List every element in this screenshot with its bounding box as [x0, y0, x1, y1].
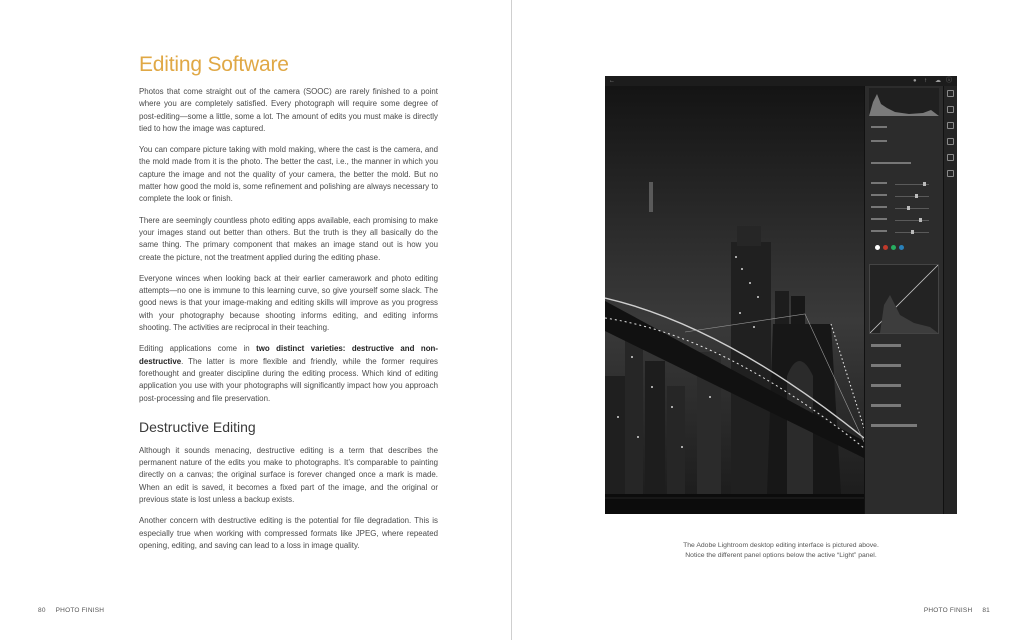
paragraph: Although it sounds menacing, destructive editing is a term that describes the permanent nature of the edits you make to photographs. It’s comparable to painting directly on a canvas; the original surface is forever changed once a mark is made. When an edit is saved, it becomes a fixed part of the image, and the original or previous state is lost unless a backup exists.: [139, 445, 438, 505]
chapter-title: Editing Software: [139, 53, 289, 76]
paragraph: Photos that come straight out of the camera (SOOC) are rarely finished to a point where you are completely satisfied. Every photograph will require some degree of post-editing—some a little, some a lot. The amount of edits you must make is directly tied to how the image was captured.: [139, 87, 438, 133]
slider-knob[interactable]: [915, 194, 918, 198]
slider-label: [871, 194, 887, 196]
histogram-graph: [869, 88, 939, 116]
slider-knob[interactable]: [907, 206, 910, 210]
row-label: [871, 126, 887, 128]
slider-knob[interactable]: [911, 230, 914, 234]
info-icon: ⓘ: [946, 78, 953, 84]
slider-knob[interactable]: [923, 182, 926, 186]
left-text-column: [139, 52, 438, 561]
people-icon: ●: [913, 78, 917, 84]
panel-section-collapsed[interactable]: [871, 384, 901, 387]
tool-strip: [943, 86, 957, 514]
panel-row[interactable]: [871, 162, 937, 168]
panel-row[interactable]: [871, 140, 937, 146]
curve-channel-white[interactable]: [875, 245, 880, 250]
right-folio: [924, 607, 990, 614]
slider-label: [871, 230, 887, 232]
tone-curve[interactable]: [869, 264, 939, 334]
paragraph: Everyone winces when looking back at their earlier camerawork and photo editing attempts—no one is immune to this learning curve, so give yourself some slack. The good news is that your image-making and editing skills will improve as you progress with your photography because shooting informs editing, and editing informs shooting. The activities are reciprocal in their teaching.: [139, 273, 438, 333]
running-head: PHOTO FINISH: [923, 607, 973, 614]
tone-curve-graph: [870, 265, 938, 333]
slider-track: [895, 196, 929, 197]
curve-channel-blue[interactable]: [899, 245, 904, 250]
row-label: [871, 162, 911, 164]
bridge-photo: [605, 86, 864, 514]
gradient-icon[interactable]: [947, 154, 954, 161]
slider-track: [895, 220, 929, 221]
figure-caption: [605, 541, 957, 560]
panel-section-collapsed[interactable]: [871, 364, 901, 367]
radial-icon[interactable]: [947, 170, 954, 177]
curve-channel-green[interactable]: [891, 245, 896, 250]
panel-section-collapsed[interactable]: [871, 404, 901, 407]
page-number: 80: [38, 607, 46, 614]
edit-icon[interactable]: [947, 90, 954, 97]
curve-channel-red[interactable]: [883, 245, 888, 250]
app-top-bar: [605, 76, 957, 86]
page-number: 81: [982, 607, 990, 614]
exposure-slider[interactable]: [871, 182, 937, 188]
lightroom-screenshot: [605, 76, 957, 514]
paragraph-text: . The latter is more flexible and friendly, while the former requires forethought and greater discipline during the editing process. Which kind of editing application you use with your photographs will significantly impact how you approach post-processing and file preservation.: [139, 356, 438, 403]
running-head: PHOTO FINISH: [55, 607, 105, 614]
bold-phrase: two distinct varieties: destructive and non-destructive: [139, 344, 438, 366]
heal-icon[interactable]: [947, 122, 954, 129]
paragraph: [139, 343, 438, 404]
slider-label: [871, 182, 887, 184]
contrast-slider[interactable]: [871, 194, 937, 200]
slider-track: [895, 208, 929, 209]
panel-row[interactable]: [871, 126, 937, 132]
paragraph-text: Editing applications come in: [139, 344, 257, 354]
whites-slider[interactable]: [871, 230, 937, 236]
left-folio: [38, 607, 104, 614]
panel-section-collapsed[interactable]: [871, 424, 917, 427]
brooklyn-bridge-night-photo: [605, 86, 864, 514]
back-icon: ←: [609, 78, 615, 84]
cloud-icon: ☁: [935, 78, 941, 84]
paragraph: You can compare picture taking with mold making, where the cast is the camera, and the mold made from it is the photo. The better the cast, i.e., the manner in which you capture the image and not the quality of your camera, the better the mold. But no matter how good the mold is, some refinement and polishing are always necessary to complete the look or finish.: [139, 145, 438, 204]
caption-line: The Adobe Lightroom desktop editing interface is pictured above.: [683, 542, 879, 549]
panel-section-collapsed[interactable]: [871, 344, 901, 347]
crop-icon[interactable]: [947, 106, 954, 113]
section-title: Destructive Editing: [139, 418, 256, 435]
highlights-slider[interactable]: [871, 206, 937, 212]
row-label: [871, 140, 887, 142]
histogram: [869, 88, 939, 116]
shadows-slider[interactable]: [871, 218, 937, 224]
slider-label: [871, 206, 887, 208]
caption-line: Notice the different panel options below the active “Light” panel.: [685, 551, 877, 559]
brush-icon[interactable]: [947, 138, 954, 145]
edit-panel: [864, 86, 943, 514]
share-icon: ↑: [924, 78, 927, 84]
slider-label: [871, 218, 887, 220]
paragraph: There are seemingly countless photo editing apps available, each promising to make your images stand out better than others. But the truth is they all basically do the same thing. The primary component that makes an image stand out is how you create the picture, not the treatment applied during the editing phase.: [139, 215, 438, 262]
slider-knob[interactable]: [919, 218, 922, 222]
paragraph: Another concern with destructive editing is the potential for file degradation. This is especially true when working with compressed formats like JPEG, where repeated opening, editing, and saving can lead to a loss in image quality.: [139, 516, 438, 550]
